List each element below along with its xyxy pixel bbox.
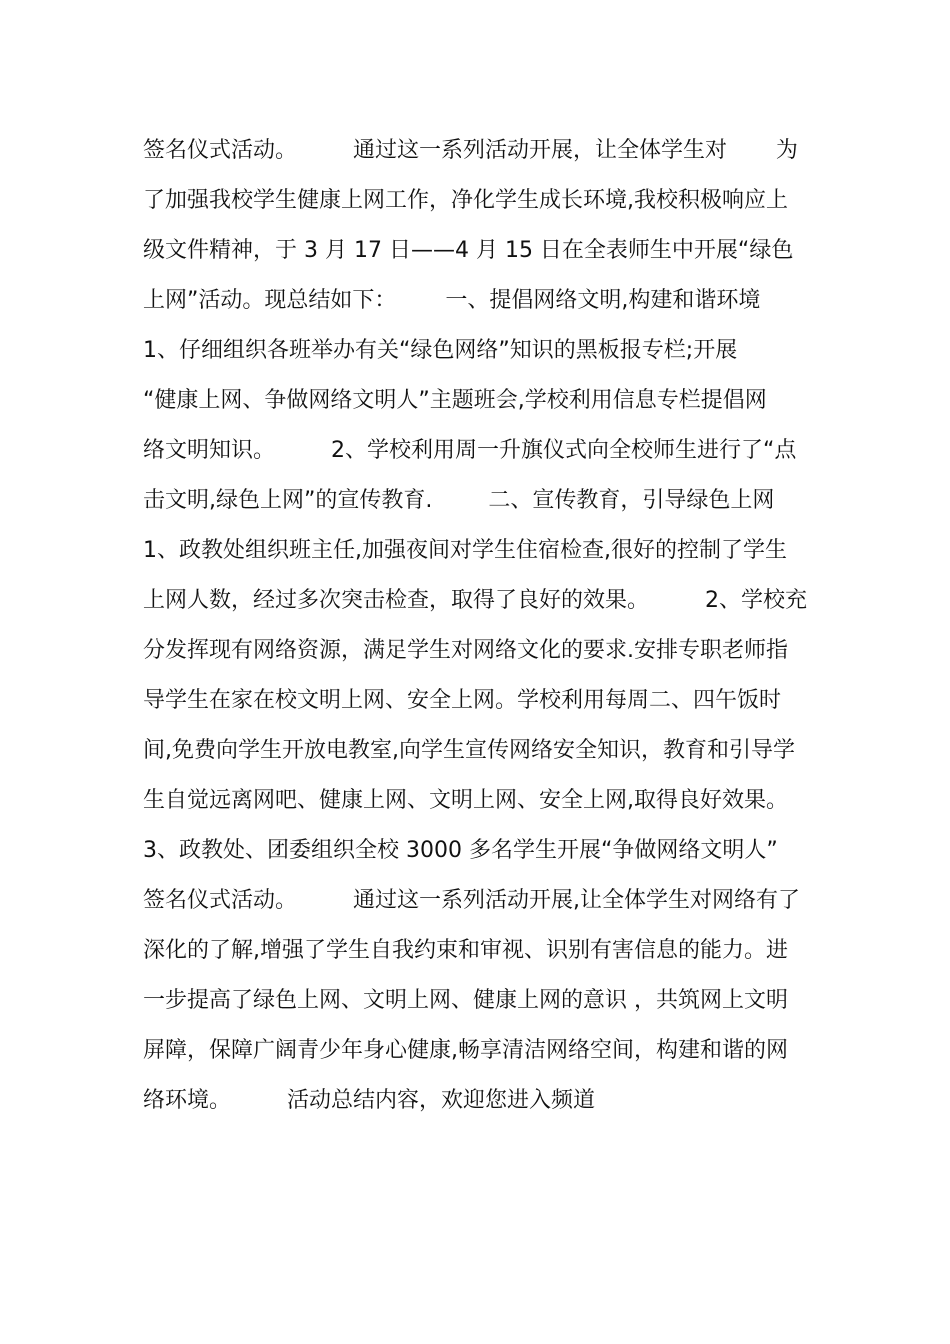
text-line: 3、政教处、团委组织全校 3000 多名学生开展“争做网络文明人” [143, 838, 778, 863]
text-line: 签名仪式活动。 通过这一系列活动开展，让全体学生对 为 [143, 138, 798, 163]
text-line: 络文明知识。 2、学校利用周一升旗仪式向全校师生进行了“点 [143, 438, 797, 463]
text-line: 分发挥现有网络资源，满足学生对网络文化的要求.安排专职老师指 [143, 638, 788, 663]
text-line: 签名仪式活动。 通过这一系列活动开展,让全体学生对网络有了 [143, 888, 800, 913]
text-line: 级文件精神，于 3 月 17 日——4 月 15 日在全表师生中开展“绿色 [143, 238, 794, 263]
text-line: 了加强我校学生健康上网工作，净化学生成长环境,我校积极响应上 [143, 188, 788, 213]
body-text [143, 126, 823, 1126]
text-line: 络环境。 活动总结内容，欢迎您进入频道 [143, 1088, 595, 1113]
text-line: 上网人数，经过多次突击检查，取得了良好的效果。 2、学校充 [143, 588, 807, 613]
text-line: 1、政教处组织班主任,加强夜间对学生住宿检查,很好的控制了学生 [143, 538, 787, 563]
text-line: 击文明,绿色上网”的宣传教育. 二、宣传教育，引导绿色上网 [143, 488, 775, 513]
text-line: 上网”活动。现总结如下： 一、提倡网络文明,构建和谐环境 [143, 288, 761, 313]
text-line: 深化的了解,增强了学生自我约束和审视、识别有害信息的能力。进 [143, 938, 788, 963]
text-line: 屏障，保障广阔青少年身心健康,畅享清洁网络空间，构建和谐的网 [143, 1038, 788, 1063]
text-line: 生自觉远离网吧、健康上网、文明上网、安全上网,取得良好效果。 [143, 788, 788, 813]
text-line: 一步提高了绿色上网、文明上网、健康上网的意识 ，共筑网上文明 [143, 988, 788, 1013]
text-line: 间,免费向学生开放电教室,向学生宣传网络安全知识，教育和引导学 [143, 738, 795, 763]
text-line: 导学生在家在校文明上网、安全上网。学校利用每周二、四午饭时 [143, 688, 782, 713]
text-line: “健康上网、争做网络文明人”主题班会,学校利用信息专栏提倡网 [143, 388, 767, 413]
text-line: 1、仔细组织各班举办有关“绿色网络”知识的黑板报专栏;开展 [143, 338, 738, 363]
